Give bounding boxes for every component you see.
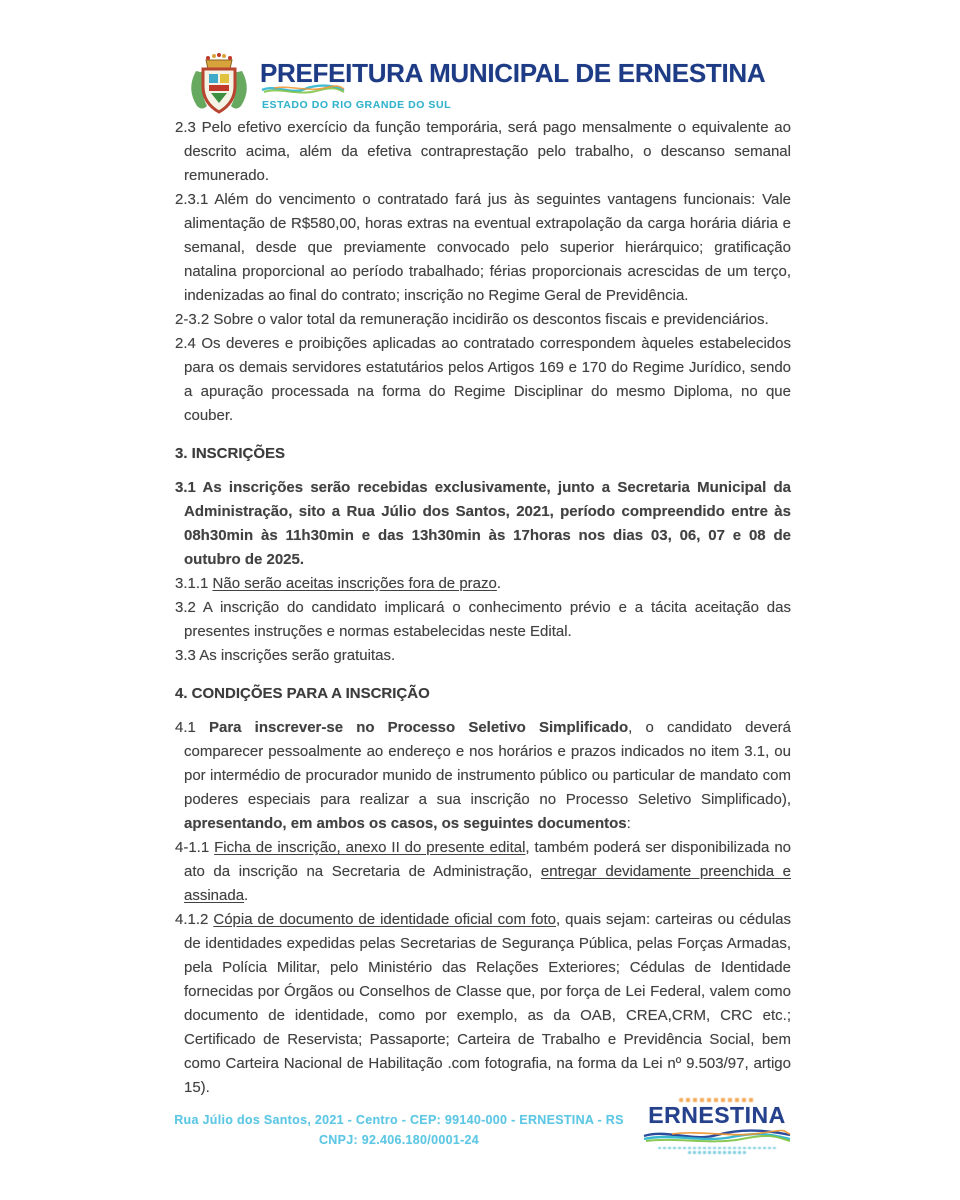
text-run: 3. INSCRIÇÕES	[175, 445, 286, 462]
text-run: :	[626, 815, 631, 832]
municipal-coat-of-arms-icon	[184, 48, 254, 116]
text-run: .	[244, 887, 249, 904]
item-3-2	[175, 596, 791, 644]
text-run: , também poderá ser disponibilizada no ato da inscrição na Secretaria de Administração,	[184, 839, 792, 880]
text-run: Ficha de inscrição, anexo II do presente edital	[214, 839, 526, 856]
item-4-1	[175, 716, 791, 836]
header-subtitle: ESTADO DO RIO GRANDE DO SUL	[262, 99, 452, 111]
text-run: 2-3.2 Sobre o valor total da remuneração incidirão os descontos fiscais e previdenciários.	[175, 311, 769, 328]
text-run: 2.3.1 Além do vencimento o contratado fará jus às seguintes vantagens funcionais: Vale alimentação de R$580,00, horas extras na eventual extrapolação da carga horária diária e semanal, desde que previamente convocado pelo superior hierárquico; gratificação natalina proporcional ao período trabalhado; férias proporcionais acrescidas de um terço, indenizadas ao final do contrato; inscrição no Regime Geral de Previdência.	[175, 191, 791, 304]
text-run: 3.1.1	[175, 575, 213, 592]
item-4-1-2	[175, 908, 791, 1100]
item-3-1-1	[175, 572, 791, 596]
page-title: PREFEITURA MUNICIPAL DE ERNESTINA	[260, 58, 766, 88]
text-run: .	[496, 575, 502, 592]
section-4-heading	[175, 682, 791, 706]
text-run: 4.1.2	[175, 911, 214, 928]
footer-address-line1: Rua Júlio dos Santos, 2021 - Centro - CEP: 99140-000 - ERNESTINA - RS	[174, 1113, 624, 1127]
text-run: 4. CONDIÇÕES PARA A INSCRIÇÃO	[175, 685, 430, 702]
footer-address	[168, 1110, 630, 1150]
text-run: , quais sejam: carteiras ou cédulas de identidades expedidas pelas Secretarias de Segurança Pública, pelas Forças Armadas, pela Polícia Militar, pelo Ministério das Relações Exteriores; Cédulas de Identidade fornecidas por Órgãos ou Conselhos de Classe que, por força de Lei Federal, valem como documento de identidade, como por exemplo, as da OAB, CREA,CRM, CRC etc.; Certificado de Reservista; Passaporte; Carteira de Trabalho e Previdência Social, bem como Carteira Nacional de Habilitação .com fotografia, na forma da Lei nº 9.503/97, artigo 15).	[184, 911, 792, 1096]
logo-wordmark: ERNESTINA	[648, 1101, 786, 1128]
text-run: Para inscrever-se no Processo Seletivo Simplificado	[209, 719, 629, 736]
logo-microtext-illegible	[679, 1098, 755, 1102]
text-run: 3.2 A inscrição do candidato implicará o conhecimento prévio e a tácita aceitação das presentes instruções e normas estabelecidas neste Edital.	[175, 599, 791, 640]
city-logo	[641, 1098, 793, 1154]
item-2-4	[175, 332, 791, 428]
logo-wave-icon	[642, 1127, 792, 1145]
text-run: 4.1	[175, 719, 209, 736]
text-run: Não serão aceitas inscrições fora de prazo	[212, 575, 497, 592]
header-wave-icon	[260, 82, 346, 97]
item-3-1	[175, 476, 791, 572]
text-run: 3.3 As inscrições serão gratuitas.	[175, 647, 396, 664]
item-4-1-1	[175, 836, 791, 908]
text-run: apresentando, em ambos os casos, os seguintes documentos	[184, 815, 627, 832]
item-3-3	[175, 644, 791, 668]
text-run: Cópia de documento de identidade oficial com foto	[213, 911, 556, 928]
text-run: 2.3 Pelo efetivo exercício da função temporária, será pago mensalmente o equivalente ao descrito acima, além da efetiva contraprestação pelo trabalho, o descanso semanal remunerado.	[175, 119, 791, 184]
document-body	[175, 116, 791, 1100]
item-2-3-2	[175, 308, 791, 332]
footer-address-line2: CNPJ: 92.406.180/0001-24	[318, 1133, 480, 1147]
item-2-3-1	[175, 188, 791, 308]
logo-tagline-illegible-line1	[658, 1147, 776, 1150]
logo-tagline-illegible-line2	[688, 1151, 746, 1154]
text-run: 3.1 As inscrições serão recebidas exclusivamente, junto a Secretaria Municipal da Administração, sito a Rua Júlio dos Santos, 2021, período compreendido entre às 08h30min às 11h30min e das 13h30min às 17horas nos dias 03, 06, 07 e 08 de outubro de 2025.	[175, 479, 791, 568]
text-run: 4-1.1	[175, 839, 215, 856]
text-run: 2.4 Os deveres e proibições aplicadas ao contratado correspondem àqueles estabelecidos para os demais servidores estatutários pelos Artigos 169 e 170 do Regime Jurídico, sendo a apuração processada na forma do Regime Disciplinar do mesmo Diploma, no que couber.	[175, 335, 791, 424]
section-3-heading	[175, 442, 791, 466]
item-2-3	[175, 116, 791, 188]
text-run: entregar devidamente preenchida e assinada	[184, 863, 791, 904]
text-run: , o candidato deverá comparecer pessoalmente ao endereço e nos horários e prazos indicados no item 3.1, ou por intermédio de procurador munido de instrumento público ou particular de mandato com poderes especiais para realizar a sua inscrição no Processo Seletivo Simplificado),	[184, 719, 792, 808]
